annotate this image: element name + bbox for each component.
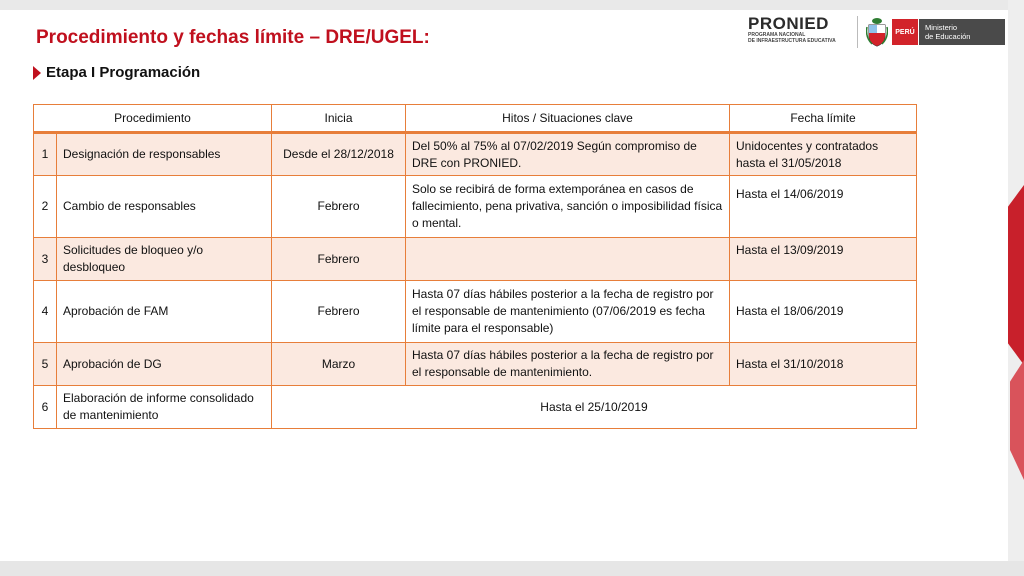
- row-number: 5: [34, 343, 57, 386]
- peru-badge: PERÚ: [892, 19, 918, 45]
- header-inicia: Inicia: [272, 105, 406, 133]
- cell-hitos: Del 50% al 75% al 07/02/2019 Según compromiso de DRE con PRONIED.: [406, 133, 730, 176]
- top-band: [0, 0, 1024, 10]
- row-number: 1: [34, 133, 57, 176]
- cell-inicia: Marzo: [272, 343, 406, 386]
- cell-fecha: Hasta el 13/09/2019: [730, 238, 917, 281]
- pronied-wordmark: PRONIED: [748, 14, 829, 33]
- section-subtitle-text: Etapa I Programación: [46, 64, 201, 81]
- cell-inicia: Febrero: [272, 281, 406, 343]
- table-row: [34, 343, 917, 386]
- cell-procedimiento: Designación de responsables: [57, 133, 272, 176]
- cell-inicia: Febrero: [272, 238, 406, 281]
- page-title: Procedimiento y fechas límite – DRE/UGEL:: [36, 27, 430, 48]
- pronied-subtext-1: PROGRAMA NACIONAL: [748, 32, 806, 38]
- cell-procedimiento: Solicitudes de bloqueo y/o desbloqueo: [57, 238, 272, 281]
- cell-procedimiento: Cambio de responsables: [57, 176, 272, 238]
- section-subtitle: [33, 64, 200, 81]
- procedure-table: [33, 104, 917, 429]
- cell-hitos: [406, 238, 730, 281]
- row-number: 3: [34, 238, 57, 281]
- bottom-band: [0, 561, 1024, 576]
- cell-hitos: Hasta 07 días hábiles posterior a la fecha de registro por el responsable de mantenimiento.: [406, 343, 730, 386]
- pronied-subtext-2: DE INFRAESTRUCTURA EDUCATIVA: [748, 38, 836, 44]
- cell-fecha: Hasta el 18/06/2019: [730, 281, 917, 343]
- table-row: [34, 133, 917, 176]
- header-procedimiento: Procedimiento: [34, 105, 272, 133]
- table-row: [34, 238, 917, 281]
- cell-hitos: Solo se recibirá de forma extemporánea en casos de fallecimiento, pena privativa, sanción o imposibilidad física o mental.: [406, 176, 730, 238]
- cell-inicia: Desde el 28/12/2018: [272, 133, 406, 176]
- decorative-red-shape: [1008, 185, 1024, 365]
- ministerio-line-2: de Educación: [925, 32, 971, 41]
- table-row: [34, 176, 917, 238]
- cell-procedimiento: Aprobación de DG: [57, 343, 272, 386]
- cell-procedimiento: Elaboración de informe consolidado de mantenimiento: [57, 386, 272, 429]
- row-number: 6: [34, 386, 57, 429]
- cell-inicia: Febrero: [272, 176, 406, 238]
- header-hitos: Hitos / Situaciones clave: [406, 105, 730, 133]
- ministerio-line-1: Ministerio: [925, 23, 958, 32]
- coat-of-arms-icon: [866, 17, 888, 47]
- pronied-logo: [748, 15, 852, 49]
- table-header-row: [34, 105, 917, 133]
- logo-divider: [857, 16, 858, 48]
- cell-fecha: Unidocentes y contratados hasta el 31/05/2018: [730, 133, 917, 176]
- cell-procedimiento: Aprobación de FAM: [57, 281, 272, 343]
- cell-fecha: Hasta el 14/06/2019: [730, 176, 917, 238]
- cell-merged-fecha: Hasta el 25/10/2019: [272, 386, 917, 429]
- triangle-bullet-icon: [33, 66, 41, 80]
- header-fecha-limite: Fecha límite: [730, 105, 917, 133]
- ministerio-badge: [919, 19, 1005, 45]
- cell-fecha: Hasta el 31/10/2018: [730, 343, 917, 386]
- row-number: 4: [34, 281, 57, 343]
- row-number: 2: [34, 176, 57, 238]
- table-row: [34, 386, 917, 429]
- table-row: [34, 281, 917, 343]
- cell-hitos: Hasta 07 días hábiles posterior a la fecha de registro por el responsable de mantenimiento (07/06/2019 es fecha límite para el responsable): [406, 281, 730, 343]
